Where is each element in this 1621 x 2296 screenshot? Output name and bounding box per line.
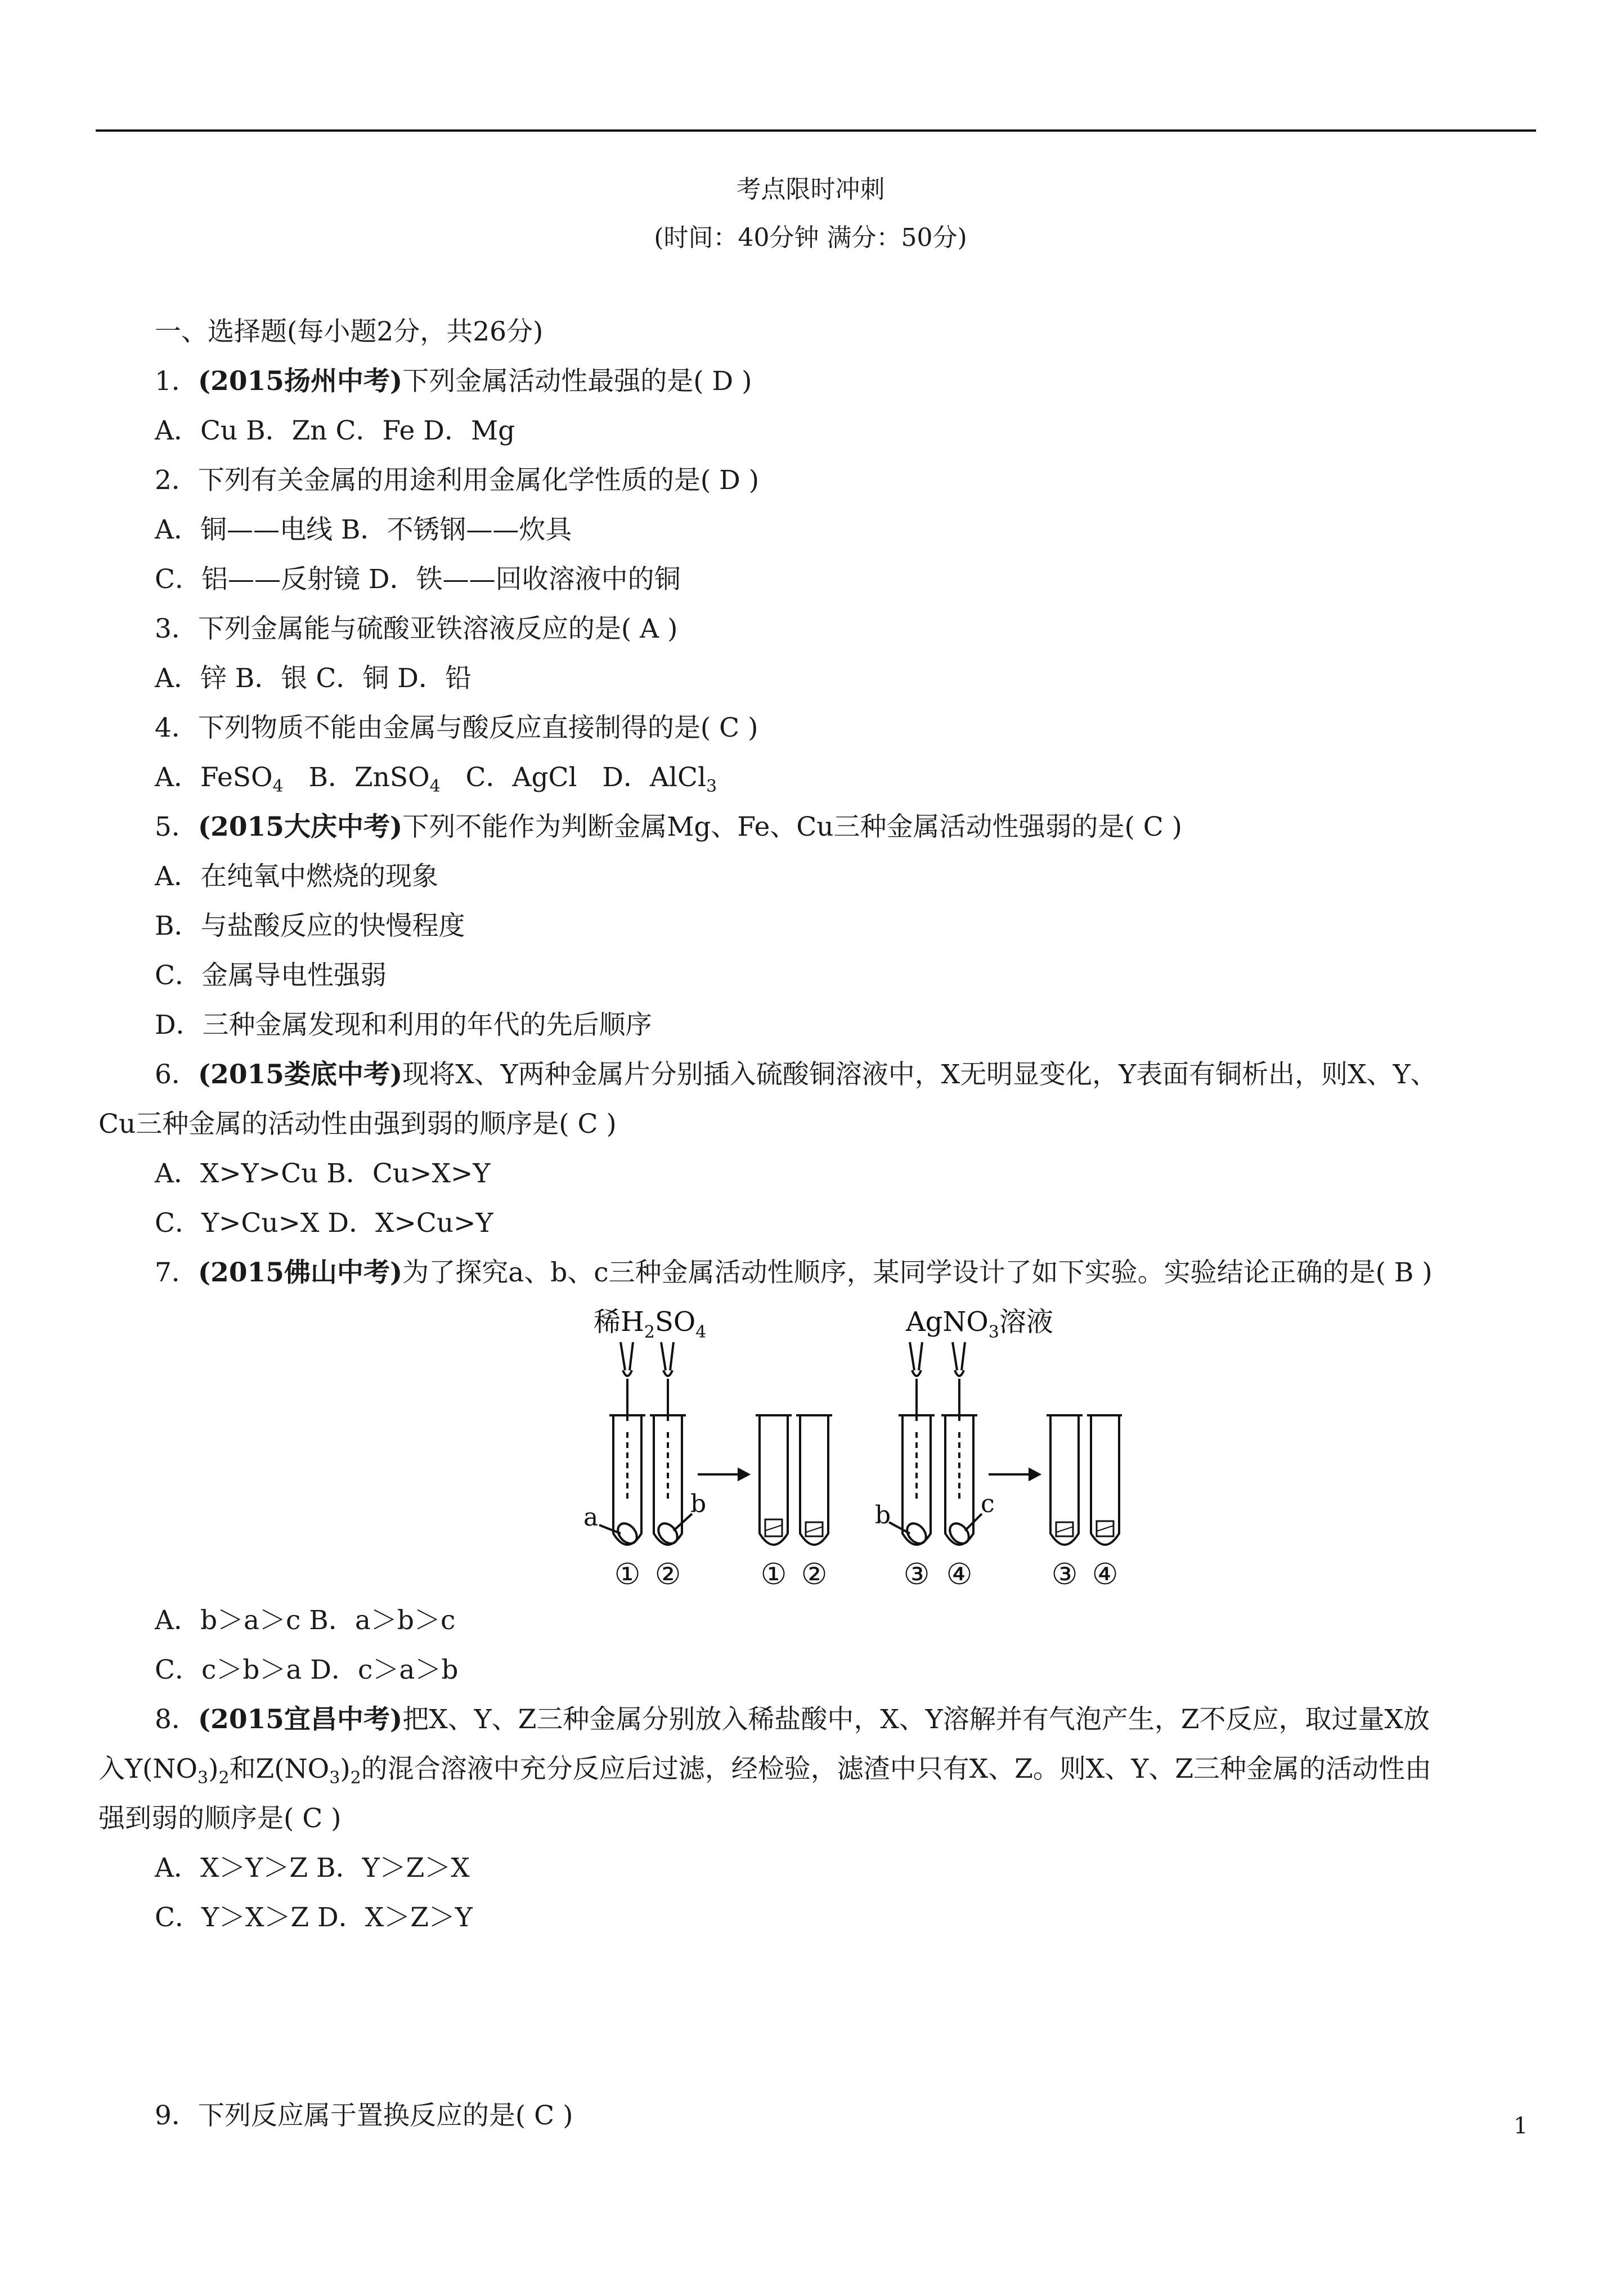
- question-2-options-2: C．铝——反射镜 D．铁——回收溶液中的铜: [155, 564, 681, 595]
- question-5: 5．(2015大庆中考)下列不能作为判断金属Mg、Fe、Cu三种金属活动性强弱的是( C ): [155, 811, 1183, 842]
- page-number: 1: [1514, 2113, 1528, 2139]
- question-5-option-a: A．在纯氧中燃烧的现象: [155, 861, 438, 892]
- question-8-line-2: 入$Y(NO_3)_2$和$Z(NO_3)_2$的混合溶液中充分反应后过滤，经检验，滤渣中只有X、Z。则X、Y、Z三种金属的活动性由: [98, 1754, 1432, 1788]
- metal-c-label: c: [981, 1490, 995, 1518]
- question-6-options-1: A．X>Y>Cu B．Cu>X>Y: [155, 1158, 491, 1189]
- tube-number-1: ①: [614, 1558, 641, 1591]
- question-1-options: A．Cu B．Zn C．Fe D．Mg: [155, 415, 515, 446]
- header-rule: [96, 129, 1536, 132]
- experiment-figure: [571, 1303, 1122, 1595]
- question-3-options: A．锌 B．银 C．铜 D．铅: [155, 663, 472, 694]
- metal-a-label: a: [583, 1503, 599, 1532]
- section-heading: 一、选择题(每小题2分，共26分): [155, 316, 544, 347]
- page-title: 考点限时冲刺: [736, 175, 885, 204]
- tube-number-3-after: ③: [1051, 1558, 1078, 1591]
- question-9: 9．下列反应属于置换反应的是( C ): [155, 2100, 573, 2131]
- tube-number-3: ③: [903, 1558, 930, 1591]
- question-4: 4．下列物质不能由金属与酸反应直接制得的是( C ): [155, 712, 758, 743]
- question-8-line-3: 强到弱的顺序是( C ): [98, 1803, 342, 1834]
- question-6-options-2: C．Y>Cu>X D．X>Cu>Y: [155, 1208, 493, 1239]
- question-7-options-2: C．c＞b＞a D．c＞a＞b: [155, 1654, 459, 1685]
- question-8-options-1: A．X＞Y＞Z B．Y＞Z＞X: [155, 1853, 470, 1884]
- tube-number-2: ②: [654, 1558, 681, 1591]
- question-5-option-d: D．三种金属发现和利用的年代的先后顺序: [155, 1010, 652, 1041]
- question-5-option-b: B．与盐酸反应的快慢程度: [155, 911, 465, 941]
- question-3: 3．下列金属能与硫酸亚铁溶液反应的是( A ): [155, 613, 678, 644]
- metal-b-label-1: b: [690, 1490, 707, 1518]
- silver-nitrate-label: AgNO$_3$溶液: [906, 1306, 1053, 1342]
- tube-number-1-after: ①: [760, 1558, 787, 1591]
- question-6: 6．(2015娄底中考)现将X、Y两种金属片分别插入硫酸铜溶液中，X无明显变化，Y表面有铜析出，则X、Y、: [155, 1059, 1437, 1090]
- question-4-options: A．FeSO$_4$ B．ZnSO$_4$ C．AgCl D．AlCl$_3$: [155, 762, 717, 796]
- question-8: 8．(2015宜昌中考)把X、Y、Z三种金属分别放入稀盐酸中，X、Y溶解并有气泡产生，Z不反应，取过量X放: [155, 1704, 1430, 1735]
- question-2: 2．下列有关金属的用途利用金属化学性质的是( D ): [155, 465, 760, 496]
- acid-label: 稀$H_2SO_4$: [594, 1306, 707, 1342]
- question-7: 7．(2015佛山中考)为了探究a、b、c三种金属活动性顺序，某同学设计了如下实验。实验结论正确的是( B ): [155, 1257, 1433, 1288]
- tube-number-2-after: ②: [801, 1558, 828, 1591]
- question-8-options-2: C．Y＞X＞Z D．X＞Z＞Y: [155, 1902, 473, 1933]
- question-5-option-c: C．金属导电性强弱: [155, 960, 387, 991]
- tube-number-4-after: ④: [1092, 1558, 1119, 1591]
- question-7-options-1: A．b＞a＞c B．a＞b＞c: [155, 1605, 456, 1636]
- question-1: 1．(2015扬州中考)下列金属活动性最强的是( D ): [155, 366, 752, 397]
- question-2-options-1: A．铜——电线 B．不锈钢——炊具: [155, 514, 572, 545]
- question-6-line-2: Cu三种金属的活动性由强到弱的顺序是( C ): [98, 1109, 617, 1140]
- page-subtitle: (时间：40分钟 满分：50分): [654, 223, 967, 252]
- metal-b-label-2: b: [875, 1501, 891, 1530]
- tube-number-4: ④: [946, 1558, 973, 1591]
